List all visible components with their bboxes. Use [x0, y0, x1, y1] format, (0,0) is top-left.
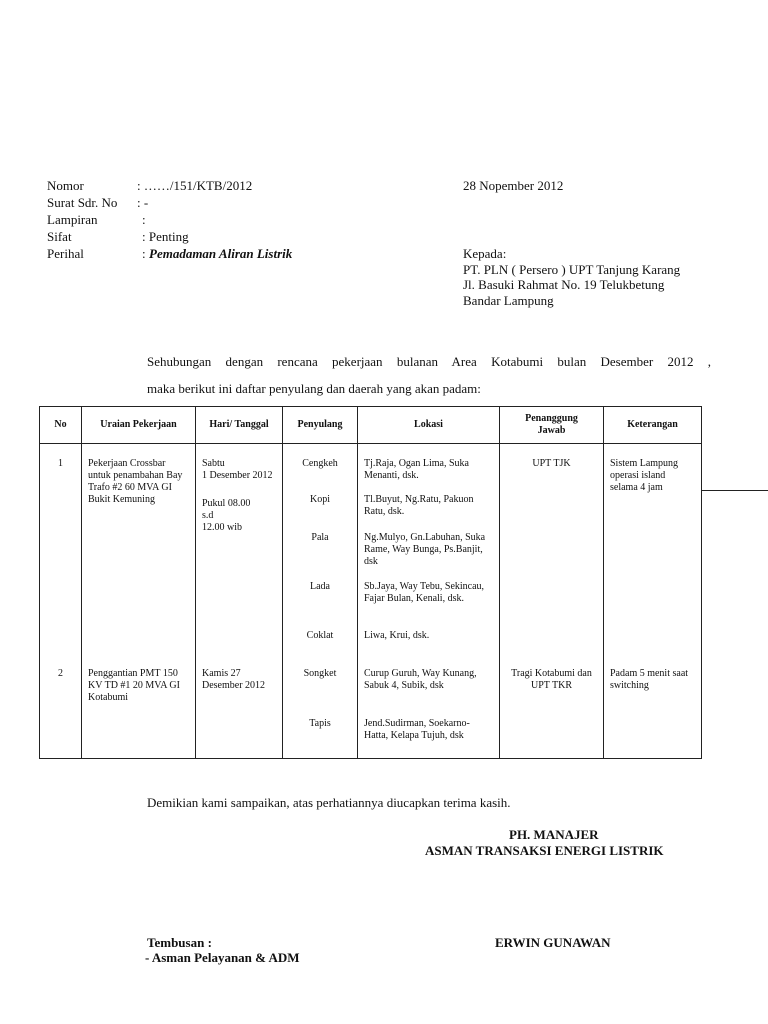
row-hari-tanggal [196, 444, 283, 656]
pukul-text: Pukul 08.00 [202, 498, 251, 509]
hari-text: Kamis 27 [202, 667, 241, 679]
row-lokasi [358, 444, 500, 656]
row-penanggung-jawab: UPT TJK [500, 444, 604, 656]
penyulang-text: Songket [303, 667, 337, 679]
penyulang-text: Coklat [306, 630, 334, 641]
row-uraian [82, 444, 196, 656]
tembusan-item: - Asman Pelayanan & ADM [145, 950, 300, 965]
perihal-value: Pemadaman Aliran Listrik [149, 246, 293, 261]
row-penanggung-jawab [500, 656, 604, 759]
sifat-value: : Penting [142, 229, 189, 244]
letter-date: 28 Nopember 2012 [463, 178, 564, 193]
penyulang-text: Pala [311, 532, 329, 543]
intro-line-1: Sehubungan dengan rencana pekerjaan bulanan Area Kotabumi bulan Desember 2012 , [147, 354, 711, 369]
keterangan-text: Sistem Lampung operasi island selama 4 jam [610, 458, 679, 493]
row-no: 2 [40, 656, 82, 759]
surat-label: Surat Sdr. No [47, 195, 118, 210]
recipient-kepada: Kepada: [463, 246, 507, 261]
lokasi-text: Liwa, Krui, dsk. [364, 630, 430, 641]
lokasi-text: Tj.Raja, Ogan Lima, Suka Menanti, dsk. [364, 458, 469, 481]
perihal-colon: : [142, 246, 146, 261]
row-penyulang [283, 444, 358, 656]
tanggal-text: 1 Desember 2012 [202, 470, 273, 481]
lokasi-text: Ng.Mulyo, Gn.Labuhan, Suka Rame, Way Bunga, Ps.Banjit, dsk [364, 532, 486, 567]
penyulang-text: Kopi [310, 494, 330, 505]
row-hari-tanggal [196, 656, 283, 759]
margin-rule [702, 490, 768, 491]
row-no: 1 [40, 444, 82, 656]
penyulang-text: Cengkeh [302, 458, 338, 469]
lampiran-value: : [142, 212, 146, 227]
uraian-text: Penggantian PMT 150 KV TD #1 20 MVA GI Kotabumi [88, 667, 180, 703]
recipient-city: Bandar Lampung [463, 293, 554, 308]
row-keterangan [604, 656, 702, 759]
penyulang-text: Tapis [309, 717, 331, 729]
nomor-value: : ……/151/KTB/2012 [137, 178, 253, 193]
header-lokasi: Lokasi [358, 407, 500, 444]
row-lokasi [358, 656, 500, 759]
row-keterangan [604, 444, 702, 656]
signature-title-2: ASMAN TRANSAKSI ENERGI LISTRIK [425, 843, 664, 858]
penyulang-text: Lada [310, 581, 330, 592]
outage-table [39, 406, 702, 759]
lokasi-text: Curup Guruh, Way Kunang, Sabuk 4, Subik, dsk [364, 667, 477, 691]
header-keterangan: Keterangan [604, 407, 702, 444]
keterangan-text: Padam 5 menit saat switching [610, 667, 689, 691]
intro-line-2: maka berikut ini daftar penyulang dan daerah yang akan padam: [147, 381, 481, 396]
header-penyulang: Penyulang [283, 407, 358, 444]
sd-text: s.d [202, 510, 214, 521]
jam-akhir-text: 12.00 wib [202, 522, 242, 533]
signature-name: ERWIN GUNAWAN [495, 935, 611, 950]
lampiran-label: Lampiran [47, 212, 98, 227]
row-penyulang [283, 656, 358, 759]
sifat-label: Sifat [47, 229, 72, 244]
tanggal-text: Desember 2012 [202, 679, 266, 691]
table-header-row [40, 407, 702, 444]
recipient-company: PT. PLN ( Persero ) UPT Tanjung Karang [463, 262, 681, 277]
penanggung-text: Tragi Kotabumi dan UPT TKR [511, 667, 592, 691]
recipient-address: Jl. Basuki Rahmat No. 19 Telukbetung [463, 277, 665, 292]
header-penanggung-jawab: Penanggung Jawab [500, 407, 604, 444]
closing-text: Demikian kami sampaikan, atas perhatiannya diucapkan terima kasih. [147, 795, 511, 810]
header-no: No [40, 407, 82, 444]
row-uraian [82, 656, 196, 759]
perihal-label: Perihal [47, 246, 84, 261]
surat-value: : - [137, 195, 149, 210]
tembusan-label: Tembusan : [147, 935, 212, 950]
signature-title-1: PH. MANAJER [509, 827, 599, 842]
hari-text: Sabtu [202, 458, 225, 469]
lokasi-text: Sb.Jaya, Way Tebu, Sekincau, Fajar Bulan, Kenali, dsk. [364, 581, 485, 604]
nomor-label: Nomor [47, 178, 84, 193]
table-row [40, 656, 702, 759]
lokasi-text: Jend.Sudirman, Soekarno-Hatta, Kelapa Tujuh, dsk [364, 717, 470, 741]
header-uraian: Uraian Pekerjaan [82, 407, 196, 444]
uraian-text: Pekerjaan Crossbar untuk penambahan Bay Trafo #2 60 MVA GI Bukit Kemuning [88, 458, 183, 505]
lokasi-text: Tl.Buyut, Ng.Ratu, Pakuon Ratu, dsk. [364, 494, 474, 517]
header-hari-tanggal: Hari/ Tanggal [196, 407, 283, 444]
table-row [40, 444, 702, 656]
